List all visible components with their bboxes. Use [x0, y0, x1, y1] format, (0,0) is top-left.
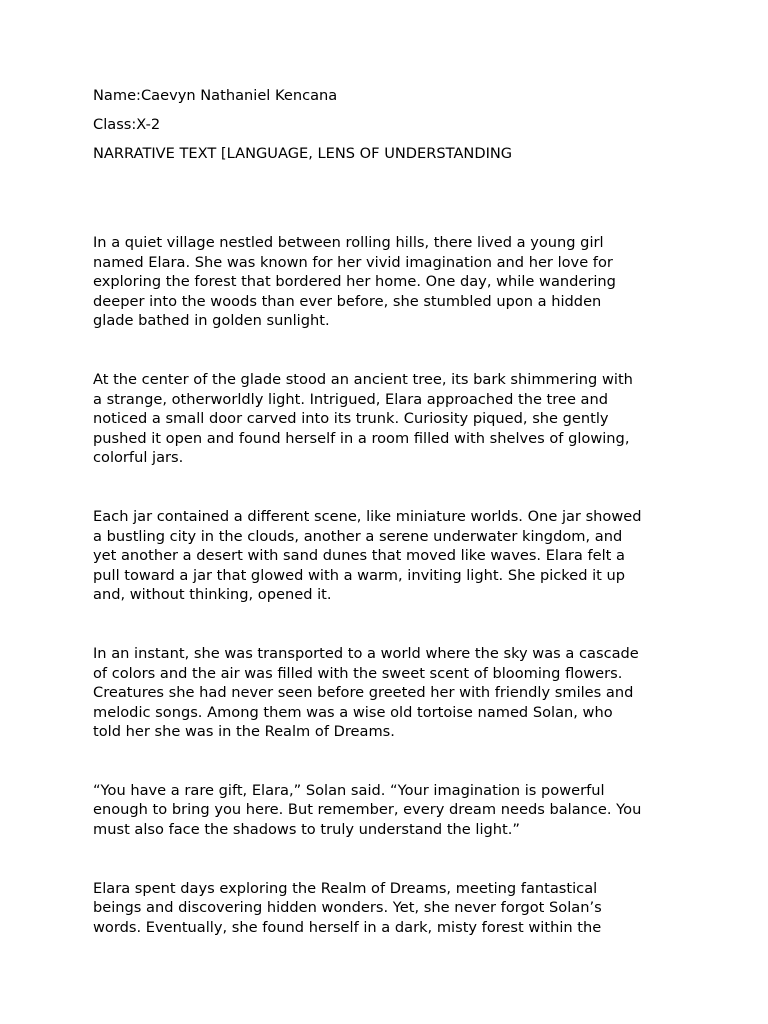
text-line: exploring the forest that bordered her home. One day, while wandering: [93, 273, 616, 291]
text-line: noticed a small door carved into its trunk. Curiosity piqued, she gently: [93, 410, 609, 428]
text-line: At the center of the glade stood an ancient tree, its bark shimmering with: [93, 370, 633, 388]
text-line: must also face the shadows to truly understand the light.”: [93, 821, 520, 839]
text-line: named Elara. She was known for her vivid imagination and her love for: [93, 253, 613, 271]
text-line: a strange, otherworldly light. Intrigued, Elara approached the tree and: [93, 390, 609, 408]
paragraph-5: [93, 781, 681, 840]
student-class: Class:X-2: [93, 116, 161, 133]
text-line: Elara spent days exploring the Realm of Dreams, meeting fantastical: [93, 879, 598, 897]
paragraph-6: [93, 879, 681, 938]
text-line: beings and discovering hidden wonders. Yet, she never forgot Solan’s: [93, 899, 602, 917]
paragraph-2: [93, 370, 681, 468]
text-line: glade bathed in golden sunlight.: [93, 312, 330, 330]
text-line: told her she was in the Realm of Dreams.: [93, 723, 395, 741]
text-line: deeper into the woods than ever before, she stumbled upon a hidden: [93, 292, 602, 310]
paragraph-3: [93, 507, 681, 605]
text-line: words. Eventually, she found herself in a dark, misty forest within the: [93, 918, 602, 936]
paragraph-4: [93, 644, 681, 742]
text-line: In an instant, she was transported to a world where the sky was a cascade: [93, 644, 639, 662]
text-line: a bustling city in the clouds, another a serene underwater kingdom, and: [93, 527, 623, 545]
text-line: and, without thinking, opened it.: [93, 586, 332, 604]
text-line: enough to bring you here. But remember, every dream needs balance. You: [93, 801, 642, 819]
text-line: yet another a desert with sand dunes that moved like waves. Elara felt a: [93, 547, 625, 565]
student-name: Name:Caevyn Nathaniel Kencana: [93, 87, 338, 104]
narrative-body: [93, 233, 681, 976]
text-line: pull toward a jar that glowed with a warm, inviting light. She picked it up: [93, 566, 626, 584]
text-line: of colors and the air was filled with the sweet scent of blooming flowers.: [93, 664, 623, 682]
text-line: In a quiet village nestled between rolling hills, there lived a young girl: [93, 234, 604, 251]
text-line: Each jar contained a different scene, like miniature worlds. One jar showed: [93, 507, 642, 525]
text-line: Creatures she had never seen before greeted her with friendly smiles and: [93, 684, 634, 702]
text-line: pushed it open and found herself in a room filled with shelves of glowing,: [93, 429, 630, 447]
document-title: NARRATIVE TEXT [LANGUAGE, LENS OF UNDERSTANDING: [93, 145, 513, 162]
text-line: melodic songs. Among them was a wise old tortoise named Solan, who: [93, 703, 613, 721]
paragraph-1: [93, 233, 681, 331]
text-line: colorful jars.: [93, 449, 184, 467]
text-line: “You have a rare gift, Elara,” Solan said. “Your imagination is powerful: [93, 781, 605, 799]
